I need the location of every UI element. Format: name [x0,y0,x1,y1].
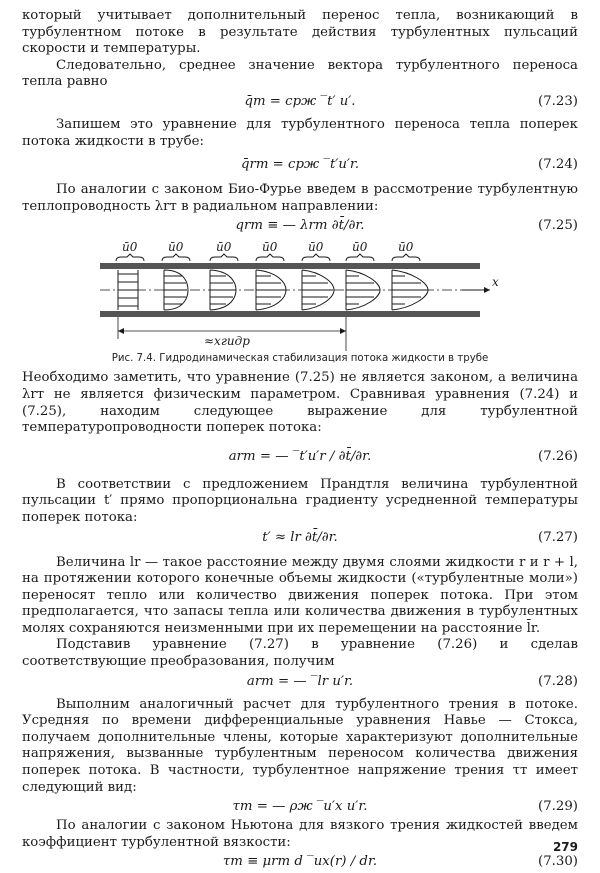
entrance-length-label: ≈xгидр [204,334,250,349]
paragraph-10: По аналогии с законом Ньютона для вязкого трения жидкостей введем коэффициент турбулентной вязкости: [22,818,578,850]
paragraph-3: Запишем это уравнение для турбулентного переноса тепла поперек потока жидкости в трубе: [22,116,578,149]
x-axis-arrowhead [484,287,490,293]
paragraph-5: Необходимо заметить, что уравнение (7.25) не является законом, а величина λrт не является физическим параметром. Сравнивая уравнения (7.24) и (7.25), находим следующее выражение для турбулентной температуропроводности поперек потока: [22,370,578,436]
equation-7-27 [22,527,578,549]
velocity-label-5: ū0 [308,240,324,255]
equation-text: τт = — ρж ‾u′x u′r. [232,799,368,815]
velocity-label-4: ū0 [262,240,278,255]
equation-text: arт = — ‾t′u′r / ∂t̄/∂r. [228,448,372,464]
equation-number: (7.25) [538,218,578,234]
equation-number: (7.26) [538,448,578,464]
paragraph-4: По аналогии с законом Био-Фурье введем в рассмотрение турбулентную теплопроводность λrт в радиальном направлении: [22,182,578,214]
velocity-label-3: ū0 [216,240,232,255]
equation-number: (7.24) [538,157,578,173]
equation-text: τт ≡ μrт d ‾ux(r) / dr. [222,854,378,870]
velocity-label-7: ū0 [398,240,414,255]
page-body [22,8,578,873]
equation-number: (7.27) [538,529,578,545]
velocity-label-6: ū0 [352,240,368,255]
equation-7-25 [22,215,578,237]
equation-text: q̄т = cpж ‾t′ u′. [244,93,356,109]
pipe-flow-figure [22,239,578,351]
pipe-flow-diagram [22,239,578,351]
equation-number: (7.23) [538,93,578,109]
velocity-label-2: ū0 [168,240,184,255]
equation-7-28 [22,671,578,693]
equation-text: t′ ≈ lr ∂t̄/∂r. [262,529,338,545]
equation-number: (7.28) [538,673,578,689]
paragraph-6: В соответствии с предложением Прандтля величина турбулентной пульсации t′ прямо пропорциональна градиенту усредненной температуры поперек потока: [22,476,578,525]
pipe-wall-bottom [100,311,480,317]
equation-number: (7.30) [538,854,578,870]
velocity-label-1: ū0 [122,240,138,255]
page-number: 279 [552,840,578,854]
equation-7-23 [22,91,578,113]
equation-7-29 [22,796,578,818]
equation-text: qrт ≡ — λrт ∂t̄/∂r. [235,218,365,234]
equation-7-26 [22,437,578,477]
paragraph-1: который учитывает дополнительный перенос тепла, возникающий в турбулентном потоке в результате действия турбулентных пульсаций скорости и температуры. [22,8,578,57]
paragraph-8: Подставив уравнение (7.27) в уравнение (7.26) и сделав соответствующие преобразования, получим [22,637,578,670]
pipe-wall-top [100,263,480,269]
x-axis-label: x [492,275,499,290]
equation-text: q̄rт = cpж ‾t′u′r. [240,157,360,173]
paragraph-9: Выполним аналогичный расчет для турбулентного трения в потоке. Усредняя по времени дифференциальные уравнения Навье — Стокса, получаем дополнительные члены, которые характеризуют дополнительные напряжения, вызванные турбулентным переносом количества движения поперек потока. В частности, турбулентное напряжение трения τт имеет следующий вид: [22,696,578,795]
paragraph-2: Следовательно, среднее значение вектора турбулентного переноса тепла равно [22,57,578,90]
velocity-profile-1 [118,270,138,310]
figure-caption: Рис. 7.4. Гидродинамическая стабилизация потока жидкости в трубе [111,353,489,365]
paragraph-7: Величина lr — такое расстояние между двумя слоями жидкости r и r + l, на протяжении которого конечные объемы жидкости («турбулентные моли») переносят тепло или количество движения поперек потока. При этом предполагается, что запасы тепла или количества движения в турбулентных молях сохраняются неизменными при их перемещении на расстояние l̄r. [22,554,578,636]
equation-number: (7.29) [538,799,578,815]
equation-7-24 [22,154,578,176]
equation-text: arт = — ‾lr u′r. [246,673,354,689]
